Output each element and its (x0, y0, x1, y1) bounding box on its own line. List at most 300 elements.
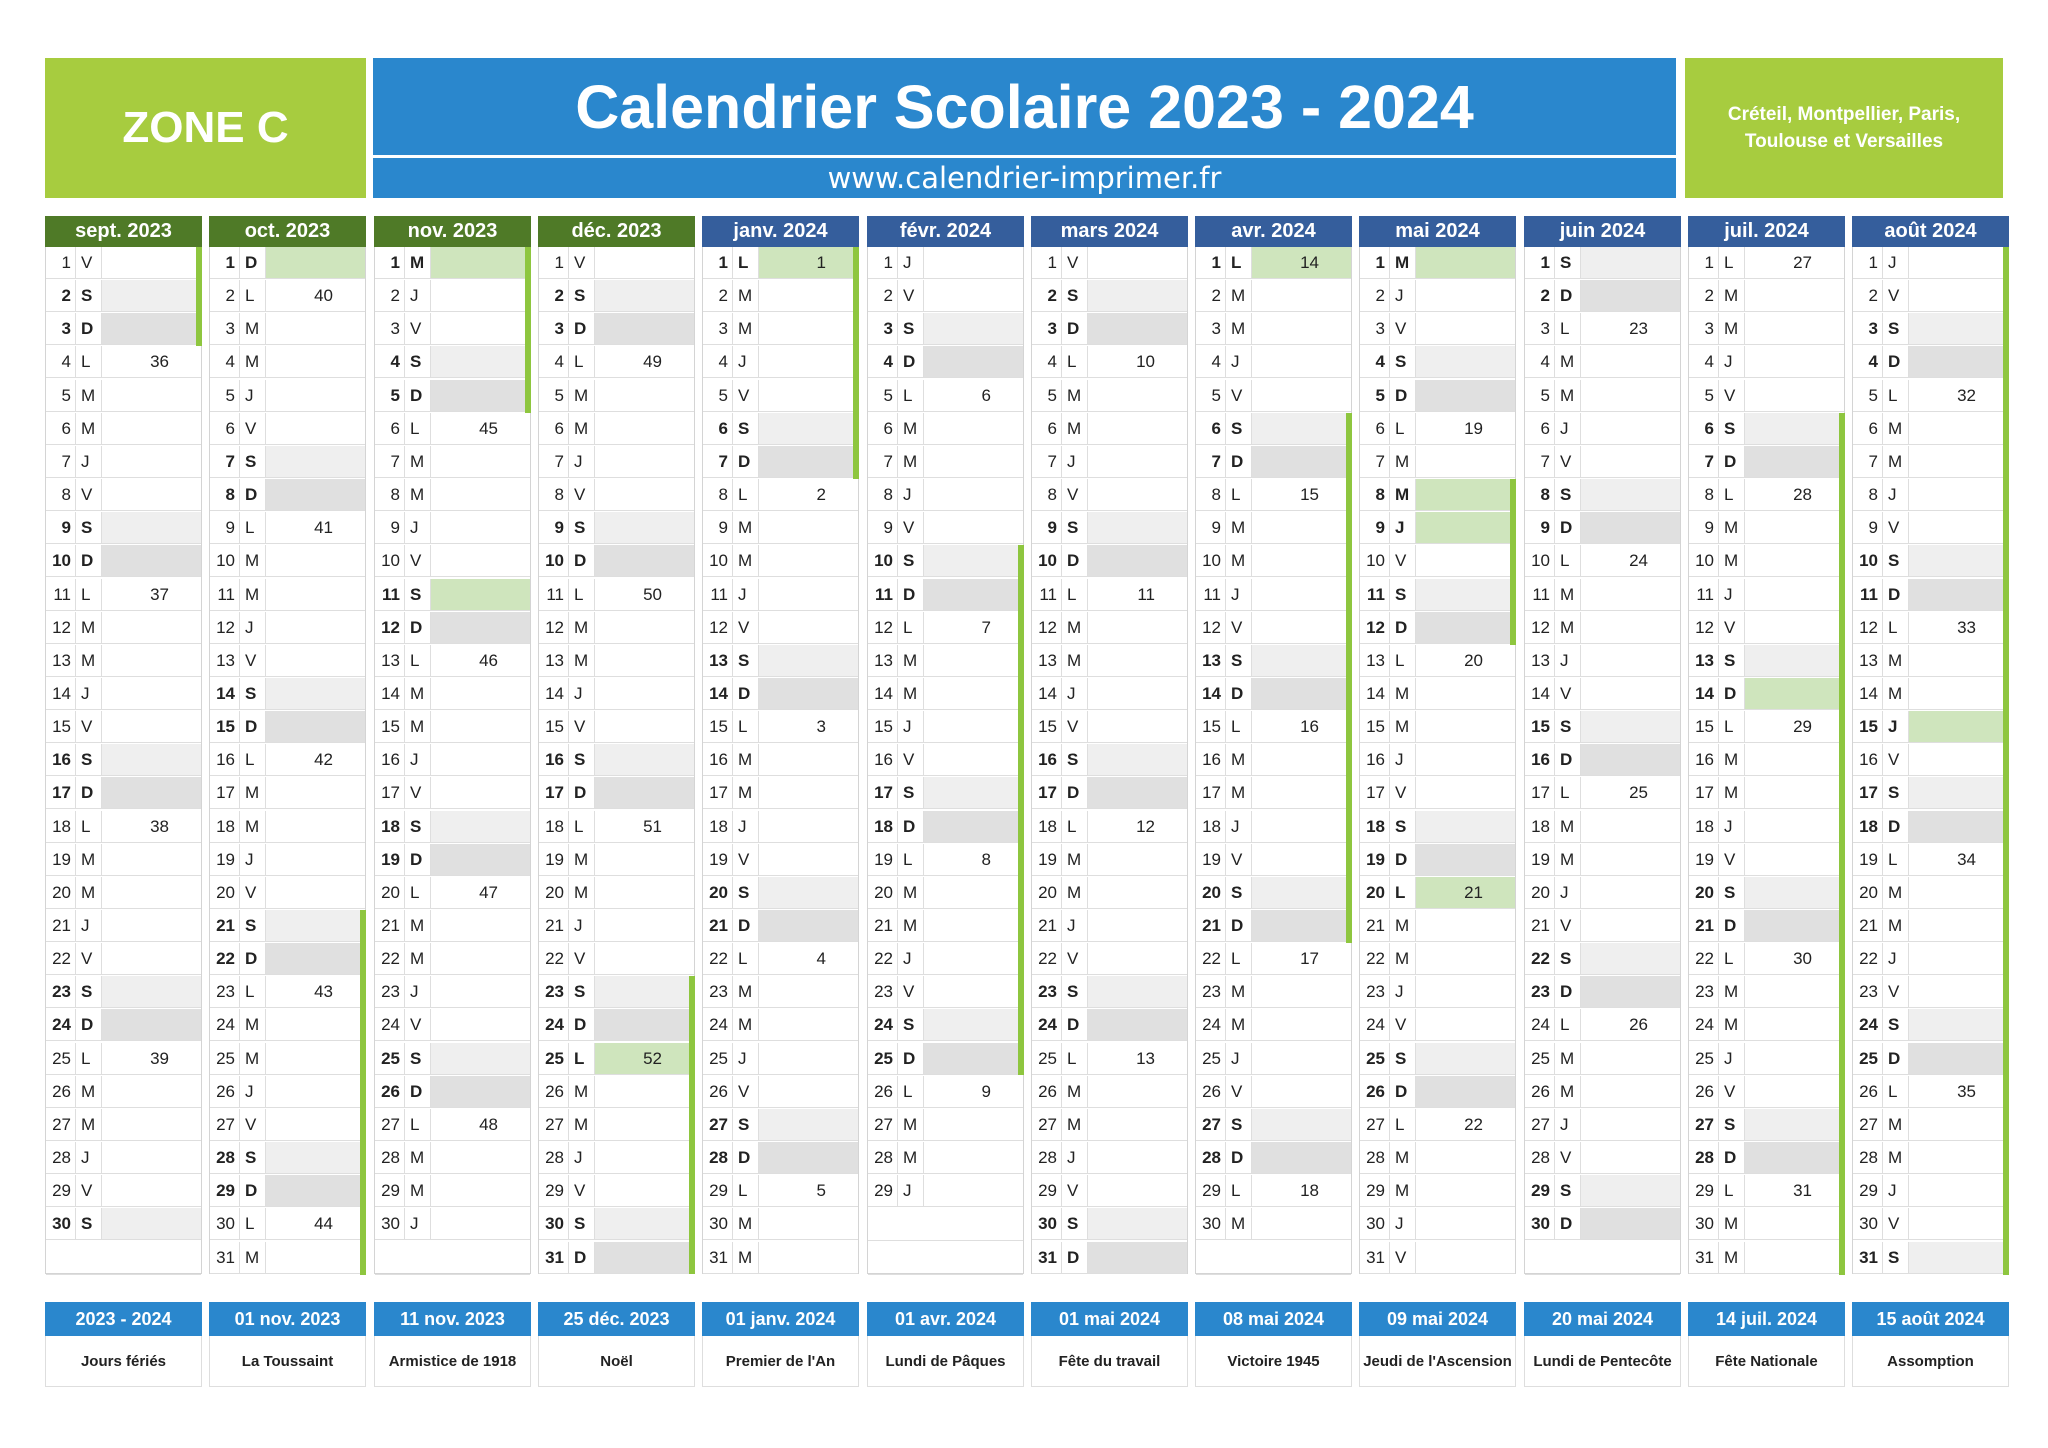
day-row[interactable] (1360, 1242, 1515, 1274)
day-row[interactable] (210, 744, 365, 776)
day-row[interactable] (703, 280, 858, 312)
day-row[interactable] (1689, 512, 1844, 544)
day-row[interactable] (210, 844, 365, 876)
day-row[interactable] (868, 943, 1023, 975)
day-row[interactable] (1360, 976, 1515, 1008)
day-row[interactable] (1853, 380, 2008, 412)
day-row[interactable] (1360, 711, 1515, 743)
day-row[interactable] (210, 1142, 365, 1174)
day-row[interactable] (1853, 1043, 2008, 1075)
day-row[interactable] (868, 976, 1023, 1008)
day-row[interactable] (1689, 1242, 1844, 1274)
day-row[interactable] (1032, 313, 1187, 345)
day-row[interactable] (1525, 777, 1680, 809)
day-row[interactable] (1525, 413, 1680, 445)
day-row[interactable] (375, 844, 530, 876)
day-row[interactable] (1525, 711, 1680, 743)
day-row[interactable] (1525, 678, 1680, 710)
day-row[interactable] (539, 413, 694, 445)
day-row[interactable] (1525, 1076, 1680, 1108)
day-row[interactable] (1525, 877, 1680, 909)
day-row[interactable] (1196, 247, 1351, 279)
day-row[interactable] (375, 512, 530, 544)
day-row[interactable] (1525, 976, 1680, 1008)
day-row[interactable] (1196, 1009, 1351, 1041)
day-row[interactable] (1032, 579, 1187, 611)
day-row[interactable] (46, 612, 201, 644)
day-row[interactable] (868, 479, 1023, 511)
day-row[interactable] (375, 1175, 530, 1207)
day-row[interactable] (1853, 711, 2008, 743)
day-row[interactable] (868, 1142, 1023, 1174)
day-row[interactable] (1032, 1109, 1187, 1141)
day-row[interactable] (703, 512, 858, 544)
day-row[interactable] (1032, 612, 1187, 644)
day-row[interactable] (210, 1175, 365, 1207)
day-row[interactable] (375, 380, 530, 412)
day-row[interactable] (868, 346, 1023, 378)
day-row[interactable] (46, 943, 201, 975)
day-row[interactable] (375, 1009, 530, 1041)
day-row[interactable] (1689, 1043, 1844, 1075)
day-row[interactable] (1689, 777, 1844, 809)
day-row[interactable] (539, 1142, 694, 1174)
day-row[interactable] (1689, 413, 1844, 445)
day-row[interactable] (1360, 1043, 1515, 1075)
day-row[interactable] (1853, 413, 2008, 445)
day-row[interactable] (539, 844, 694, 876)
day-row[interactable] (539, 512, 694, 544)
day-row[interactable] (703, 1142, 858, 1174)
day-row[interactable] (703, 777, 858, 809)
day-row[interactable] (1689, 479, 1844, 511)
day-row[interactable] (46, 1043, 201, 1075)
day-row[interactable] (1689, 612, 1844, 644)
day-row[interactable] (375, 1076, 530, 1108)
day-row[interactable] (375, 280, 530, 312)
day-row[interactable] (1525, 446, 1680, 478)
day-row[interactable] (1853, 247, 2008, 279)
day-row[interactable] (703, 413, 858, 445)
day-row[interactable] (868, 1009, 1023, 1041)
day-row[interactable] (868, 512, 1023, 544)
day-row[interactable] (868, 844, 1023, 876)
day-row[interactable] (46, 777, 201, 809)
day-row[interactable] (375, 711, 530, 743)
day-row[interactable] (703, 1076, 858, 1108)
day-row[interactable] (1032, 1242, 1187, 1274)
day-row[interactable] (1360, 1009, 1515, 1041)
day-row[interactable] (1032, 678, 1187, 710)
day-row[interactable] (703, 1109, 858, 1141)
day-row[interactable] (539, 280, 694, 312)
day-row[interactable] (703, 479, 858, 511)
day-row[interactable] (1853, 479, 2008, 511)
day-row[interactable] (1196, 1043, 1351, 1075)
day-row[interactable] (868, 811, 1023, 843)
day-row[interactable] (375, 313, 530, 345)
day-row[interactable] (1853, 280, 2008, 312)
day-row[interactable] (1032, 380, 1187, 412)
day-row[interactable] (1525, 612, 1680, 644)
day-row[interactable] (703, 910, 858, 942)
day-row[interactable] (375, 910, 530, 942)
day-row[interactable] (1525, 1208, 1680, 1240)
day-row[interactable] (210, 976, 365, 1008)
day-row[interactable] (1360, 545, 1515, 577)
day-row[interactable] (375, 612, 530, 644)
day-row[interactable] (1032, 280, 1187, 312)
day-row[interactable] (539, 976, 694, 1008)
day-row[interactable] (1032, 976, 1187, 1008)
day-row[interactable] (1360, 346, 1515, 378)
day-row[interactable] (375, 744, 530, 776)
day-row[interactable] (539, 1109, 694, 1141)
day-row[interactable] (1689, 1076, 1844, 1108)
day-row[interactable] (1689, 877, 1844, 909)
day-row[interactable] (539, 612, 694, 644)
day-row[interactable] (210, 1242, 365, 1274)
day-row[interactable] (1196, 777, 1351, 809)
day-row[interactable] (1853, 844, 2008, 876)
day-row[interactable] (1032, 413, 1187, 445)
day-row[interactable] (539, 645, 694, 677)
day-row[interactable] (1032, 844, 1187, 876)
day-row[interactable] (375, 877, 530, 909)
day-row[interactable] (868, 380, 1023, 412)
day-row[interactable] (703, 380, 858, 412)
day-row[interactable] (375, 811, 530, 843)
day-row[interactable] (539, 943, 694, 975)
day-row[interactable] (1196, 446, 1351, 478)
day-row[interactable] (1360, 1142, 1515, 1174)
day-row[interactable] (1853, 612, 2008, 644)
day-row[interactable] (375, 479, 530, 511)
day-row[interactable] (210, 910, 365, 942)
day-row[interactable] (703, 612, 858, 644)
day-row[interactable] (46, 313, 201, 345)
day-row[interactable] (210, 1043, 365, 1075)
day-row[interactable] (210, 1076, 365, 1108)
day-row[interactable] (868, 1109, 1023, 1141)
day-row[interactable] (1032, 943, 1187, 975)
day-row[interactable] (868, 1076, 1023, 1108)
day-row[interactable] (46, 545, 201, 577)
day-row[interactable] (1032, 1043, 1187, 1075)
day-row[interactable] (1360, 612, 1515, 644)
day-row[interactable] (1196, 1109, 1351, 1141)
day-row[interactable] (46, 579, 201, 611)
day-row[interactable] (46, 280, 201, 312)
day-row[interactable] (1360, 413, 1515, 445)
day-row[interactable] (1032, 1076, 1187, 1108)
day-row[interactable] (1196, 1208, 1351, 1240)
day-row[interactable] (1689, 844, 1844, 876)
day-row[interactable] (46, 711, 201, 743)
day-row[interactable] (1196, 413, 1351, 445)
day-row[interactable] (46, 910, 201, 942)
day-row[interactable] (1032, 1009, 1187, 1041)
day-row[interactable] (539, 777, 694, 809)
day-row[interactable] (1689, 645, 1844, 677)
day-row[interactable] (1853, 1175, 2008, 1207)
day-row[interactable] (868, 413, 1023, 445)
day-row[interactable] (210, 777, 365, 809)
day-row[interactable] (1853, 678, 2008, 710)
day-row[interactable] (1032, 777, 1187, 809)
day-row[interactable] (539, 811, 694, 843)
day-row[interactable] (375, 976, 530, 1008)
day-row[interactable] (703, 1242, 858, 1274)
day-row[interactable] (1689, 346, 1844, 378)
day-row[interactable] (1360, 844, 1515, 876)
day-row[interactable] (539, 346, 694, 378)
day-row[interactable] (703, 711, 858, 743)
day-row[interactable] (375, 645, 530, 677)
day-row[interactable] (46, 446, 201, 478)
day-row[interactable] (375, 1109, 530, 1141)
day-row[interactable] (1853, 1076, 2008, 1108)
day-row[interactable] (1689, 1208, 1844, 1240)
day-row[interactable] (375, 413, 530, 445)
day-row[interactable] (1853, 1242, 2008, 1274)
day-row[interactable] (1525, 380, 1680, 412)
day-row[interactable] (1360, 1109, 1515, 1141)
day-row[interactable] (703, 943, 858, 975)
day-row[interactable] (1196, 380, 1351, 412)
day-row[interactable] (1360, 1175, 1515, 1207)
day-row[interactable] (1689, 313, 1844, 345)
day-row[interactable] (868, 446, 1023, 478)
day-row[interactable] (1360, 579, 1515, 611)
day-row[interactable] (375, 678, 530, 710)
day-row[interactable] (210, 545, 365, 577)
day-row[interactable] (210, 313, 365, 345)
day-row[interactable] (1689, 1109, 1844, 1141)
day-row[interactable] (539, 579, 694, 611)
day-row[interactable] (1032, 744, 1187, 776)
day-row[interactable] (210, 512, 365, 544)
day-row[interactable] (1689, 1175, 1844, 1207)
day-row[interactable] (210, 1009, 365, 1041)
day-row[interactable] (539, 1009, 694, 1041)
day-row[interactable] (375, 545, 530, 577)
day-row[interactable] (868, 645, 1023, 677)
day-row[interactable] (210, 612, 365, 644)
day-row[interactable] (539, 1208, 694, 1240)
day-row[interactable] (539, 446, 694, 478)
day-row[interactable] (1196, 943, 1351, 975)
day-row[interactable] (1689, 247, 1844, 279)
day-row[interactable] (703, 545, 858, 577)
day-row[interactable] (1360, 380, 1515, 412)
site-url[interactable]: www.calendrier-imprimer.fr (373, 158, 1676, 198)
day-row[interactable] (1360, 645, 1515, 677)
day-row[interactable] (539, 910, 694, 942)
day-row[interactable] (1196, 910, 1351, 942)
day-row[interactable] (1689, 976, 1844, 1008)
day-row[interactable] (1196, 612, 1351, 644)
day-row[interactable] (210, 579, 365, 611)
day-row[interactable] (210, 711, 365, 743)
day-row[interactable] (1525, 280, 1680, 312)
day-row[interactable] (703, 446, 858, 478)
day-row[interactable] (703, 1009, 858, 1041)
day-row[interactable] (1689, 744, 1844, 776)
day-row[interactable] (1689, 1142, 1844, 1174)
day-row[interactable] (703, 1043, 858, 1075)
day-row[interactable] (1196, 1142, 1351, 1174)
day-row[interactable] (703, 1175, 858, 1207)
day-row[interactable] (46, 976, 201, 1008)
day-row[interactable] (1196, 1175, 1351, 1207)
day-row[interactable] (375, 446, 530, 478)
day-row[interactable] (1196, 811, 1351, 843)
day-row[interactable] (703, 844, 858, 876)
day-row[interactable] (1032, 811, 1187, 843)
day-row[interactable] (1360, 479, 1515, 511)
day-row[interactable] (868, 579, 1023, 611)
day-row[interactable] (46, 479, 201, 511)
day-row[interactable] (1853, 313, 2008, 345)
day-row[interactable] (1360, 943, 1515, 975)
day-row[interactable] (1853, 943, 2008, 975)
day-row[interactable] (1196, 579, 1351, 611)
day-row[interactable] (1525, 346, 1680, 378)
day-row[interactable] (46, 645, 201, 677)
day-row[interactable] (1525, 512, 1680, 544)
day-row[interactable] (1853, 545, 2008, 577)
day-row[interactable] (1360, 280, 1515, 312)
day-row[interactable] (1689, 711, 1844, 743)
day-row[interactable] (1689, 380, 1844, 412)
day-row[interactable] (375, 346, 530, 378)
day-row[interactable] (1853, 512, 2008, 544)
day-row[interactable] (868, 1043, 1023, 1075)
day-row[interactable] (1525, 910, 1680, 942)
day-row[interactable] (1853, 645, 2008, 677)
day-row[interactable] (1853, 1142, 2008, 1174)
day-row[interactable] (46, 744, 201, 776)
day-row[interactable] (1360, 744, 1515, 776)
day-row[interactable] (703, 877, 858, 909)
day-row[interactable] (539, 247, 694, 279)
day-row[interactable] (1853, 744, 2008, 776)
day-row[interactable] (1525, 844, 1680, 876)
day-row[interactable] (1196, 877, 1351, 909)
day-row[interactable] (1196, 976, 1351, 1008)
day-row[interactable] (1525, 313, 1680, 345)
day-row[interactable] (46, 678, 201, 710)
day-row[interactable] (1853, 1109, 2008, 1141)
day-row[interactable] (1853, 777, 2008, 809)
day-row[interactable] (539, 1043, 694, 1075)
day-row[interactable] (1525, 479, 1680, 511)
day-row[interactable] (1360, 877, 1515, 909)
day-row[interactable] (210, 877, 365, 909)
day-row[interactable] (46, 1142, 201, 1174)
day-row[interactable] (1032, 446, 1187, 478)
day-row[interactable] (210, 247, 365, 279)
day-row[interactable] (46, 1076, 201, 1108)
day-row[interactable] (868, 545, 1023, 577)
day-row[interactable] (210, 1109, 365, 1141)
day-row[interactable] (46, 844, 201, 876)
day-row[interactable] (1360, 313, 1515, 345)
day-row[interactable] (1853, 579, 2008, 611)
day-row[interactable] (1525, 1175, 1680, 1207)
day-row[interactable] (1525, 811, 1680, 843)
day-row[interactable] (375, 1043, 530, 1075)
day-row[interactable] (1689, 910, 1844, 942)
day-row[interactable] (1853, 1009, 2008, 1041)
day-row[interactable] (539, 711, 694, 743)
day-row[interactable] (1360, 1076, 1515, 1108)
day-row[interactable] (46, 1208, 201, 1240)
day-row[interactable] (1853, 446, 2008, 478)
day-row[interactable] (1689, 1009, 1844, 1041)
day-row[interactable] (1032, 877, 1187, 909)
day-row[interactable] (539, 380, 694, 412)
day-row[interactable] (1525, 247, 1680, 279)
day-row[interactable] (539, 744, 694, 776)
day-row[interactable] (1689, 446, 1844, 478)
day-row[interactable] (375, 579, 530, 611)
day-row[interactable] (210, 479, 365, 511)
day-row[interactable] (1360, 446, 1515, 478)
day-row[interactable] (1032, 247, 1187, 279)
day-row[interactable] (210, 645, 365, 677)
day-row[interactable] (1689, 545, 1844, 577)
day-row[interactable] (46, 380, 201, 412)
day-row[interactable] (1196, 280, 1351, 312)
day-row[interactable] (1196, 1076, 1351, 1108)
day-row[interactable] (1196, 711, 1351, 743)
day-row[interactable] (1360, 247, 1515, 279)
day-row[interactable] (1853, 877, 2008, 909)
day-row[interactable] (868, 280, 1023, 312)
day-row[interactable] (1360, 1208, 1515, 1240)
day-row[interactable] (210, 346, 365, 378)
day-row[interactable] (1032, 545, 1187, 577)
day-row[interactable] (1360, 678, 1515, 710)
day-row[interactable] (1360, 910, 1515, 942)
day-row[interactable] (539, 313, 694, 345)
day-row[interactable] (1032, 479, 1187, 511)
day-row[interactable] (868, 612, 1023, 644)
day-row[interactable] (46, 247, 201, 279)
day-row[interactable] (1360, 512, 1515, 544)
day-row[interactable] (1525, 1109, 1680, 1141)
day-row[interactable] (46, 512, 201, 544)
day-row[interactable] (210, 1208, 365, 1240)
day-row[interactable] (703, 1208, 858, 1240)
day-row[interactable] (1032, 711, 1187, 743)
day-row[interactable] (1032, 645, 1187, 677)
day-row[interactable] (1196, 844, 1351, 876)
day-row[interactable] (1032, 910, 1187, 942)
day-row[interactable] (1032, 512, 1187, 544)
day-row[interactable] (46, 877, 201, 909)
day-row[interactable] (703, 678, 858, 710)
day-row[interactable] (210, 446, 365, 478)
day-row[interactable] (539, 479, 694, 511)
day-row[interactable] (46, 811, 201, 843)
day-row[interactable] (375, 943, 530, 975)
day-row[interactable] (1525, 1009, 1680, 1041)
day-row[interactable] (210, 413, 365, 445)
day-row[interactable] (703, 811, 858, 843)
